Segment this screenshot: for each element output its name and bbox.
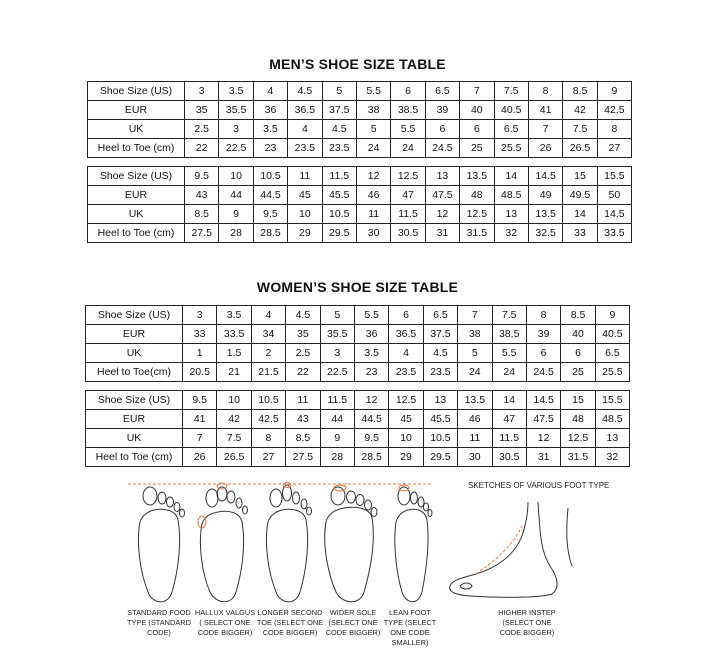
row-label: Shoe Size (US) [88, 82, 185, 101]
table-cell: 14 [492, 391, 526, 410]
table-cell: 20.5 [183, 363, 217, 382]
table-cell: 38.5 [492, 325, 526, 344]
row-label: EUR [86, 325, 183, 344]
table-cell: 38 [356, 101, 390, 120]
table-cell: 3 [320, 344, 354, 363]
table-cell: 4.5 [322, 120, 356, 139]
table-cell: 36 [253, 101, 287, 120]
table-cell: 39 [425, 101, 459, 120]
men-size-table-1 [87, 81, 632, 158]
table-cell: 12.5 [391, 167, 425, 186]
row-label: Shoe Size (US) [86, 306, 183, 325]
table-cell: 48.5 [595, 410, 629, 429]
table-cell: 33 [183, 325, 217, 344]
row-label: Heel to Toe (cm) [88, 224, 185, 243]
row-label: EUR [88, 186, 185, 205]
table-cell: 26.5 [563, 139, 597, 158]
table-cell: 42.5 [251, 410, 285, 429]
table-cell: 7 [183, 429, 217, 448]
table-cell: 24 [391, 139, 425, 158]
table-cell: 7.5 [563, 120, 597, 139]
table-cell: 41 [528, 101, 562, 120]
row-label: EUR [88, 101, 185, 120]
table-cell: 6 [391, 82, 425, 101]
table-cell: 8 [251, 429, 285, 448]
table-cell: 37.5 [423, 325, 457, 344]
row-label: Heel to Toe (cm) [88, 139, 185, 158]
table-cell: 25 [460, 139, 494, 158]
table-cell: 10.5 [253, 167, 287, 186]
table-cell: 32 [494, 224, 528, 243]
table-cell: 11 [458, 429, 492, 448]
table-cell: 15.5 [595, 391, 629, 410]
table-cell: 28.5 [354, 448, 388, 467]
table-cell: 47.5 [526, 410, 560, 429]
table-cell: 3.5 [253, 120, 287, 139]
table-row [86, 325, 630, 344]
table-cell: 9 [320, 429, 354, 448]
table-cell: 40 [460, 101, 494, 120]
hallux-valgus-foot-icon [198, 483, 248, 602]
table-cell: 14 [494, 167, 528, 186]
table-cell: 32 [595, 448, 629, 467]
table-cell: 11.5 [492, 429, 526, 448]
table-cell: 30 [458, 448, 492, 467]
table-cell: 4.5 [286, 306, 320, 325]
table-cell: 12 [356, 167, 390, 186]
table-cell: 13 [494, 205, 528, 224]
table-row [86, 410, 630, 429]
table-row [88, 167, 632, 186]
table-cell: 29 [288, 224, 322, 243]
table-cell: 24.5 [425, 139, 459, 158]
table-cell: 13.5 [458, 391, 492, 410]
table-cell: 40.5 [494, 101, 528, 120]
table-cell: 37.5 [322, 101, 356, 120]
table-cell: 9.5 [183, 391, 217, 410]
table-cell: 5.5 [356, 82, 390, 101]
table-cell: 10.5 [251, 391, 285, 410]
table-cell: 28 [320, 448, 354, 467]
table-cell: 50 [597, 186, 631, 205]
table-cell: 14.5 [526, 391, 560, 410]
table-cell: 9.5 [253, 205, 287, 224]
foot-type-sketches [120, 474, 440, 604]
table-cell: 13 [595, 429, 629, 448]
table-cell: 9 [595, 306, 629, 325]
table-cell: 4.5 [288, 82, 322, 101]
table-cell: 10.5 [322, 205, 356, 224]
table-cell: 15 [561, 391, 595, 410]
table-cell: 11.5 [322, 167, 356, 186]
table-cell: 10 [389, 429, 423, 448]
table-cell: 23 [354, 363, 388, 382]
table-cell: 6 [526, 344, 560, 363]
table-cell: 35 [286, 325, 320, 344]
table-cell: 27.5 [286, 448, 320, 467]
row-label: Heel to Toe(cm) [86, 363, 183, 382]
table-cell: 7 [528, 120, 562, 139]
table-cell: 28 [219, 224, 253, 243]
table-cell: 4 [253, 82, 287, 101]
women-size-table-2 [85, 390, 630, 467]
table-cell: 46 [458, 410, 492, 429]
table-cell: 26 [183, 448, 217, 467]
wider-sole-foot-icon [325, 485, 377, 602]
table-cell: 22 [185, 139, 219, 158]
table-cell: 31 [425, 224, 459, 243]
table-cell: 33.5 [217, 325, 251, 344]
table-row [86, 344, 630, 363]
table-cell: 3 [185, 82, 219, 101]
table-cell: 23.5 [389, 363, 423, 382]
table-cell: 44.5 [354, 410, 388, 429]
table-row [86, 429, 630, 448]
table-cell: 8 [597, 120, 631, 139]
table-cell: 21.5 [251, 363, 285, 382]
table-cell: 36 [354, 325, 388, 344]
higher-instep-foot-icon [440, 500, 590, 605]
lean-foot-icon [395, 485, 432, 602]
table-cell: 45.5 [423, 410, 457, 429]
table-cell: 6.5 [595, 344, 629, 363]
table-cell: 22 [286, 363, 320, 382]
table-cell: 28.5 [253, 224, 287, 243]
table-cell: 25 [561, 363, 595, 382]
table-cell: 31 [526, 448, 560, 467]
table-cell: 35.5 [320, 325, 354, 344]
table-cell: 42 [563, 101, 597, 120]
row-label: UK [88, 205, 185, 224]
table-cell: 9 [219, 205, 253, 224]
table-cell: 23 [253, 139, 287, 158]
caption-hallux-valgus: HALLUX VALGUS ( SELECT ONE CODE BIGGER) [194, 608, 256, 637]
table-cell: 24.5 [526, 363, 560, 382]
table-cell: 49.5 [563, 186, 597, 205]
table-cell: 5 [320, 306, 354, 325]
table-cell: 21 [217, 363, 251, 382]
caption-longer-second-toe: LONGER SECOND TOE (SELECT ONE CODE BIGGER) [256, 608, 324, 637]
table-cell: 12.5 [389, 391, 423, 410]
table-cell: 35.5 [219, 101, 253, 120]
women-size-table-1 [85, 305, 630, 382]
table-cell: 10 [288, 205, 322, 224]
table-cell: 44.5 [253, 186, 287, 205]
sketch-title: SKETCHES OF VARIOUS FOOT TYPE [468, 481, 610, 490]
table-cell: 12 [425, 205, 459, 224]
table-cell: 42.5 [597, 101, 631, 120]
women-size-title: WOMEN’S SHOE SIZE TABLE [256, 279, 459, 295]
table-cell: 38.5 [391, 101, 425, 120]
table-row [88, 186, 632, 205]
table-cell: 12.5 [561, 429, 595, 448]
table-cell: 36.5 [389, 325, 423, 344]
caption-lean-foot: LEAN FOOT TYPE (SELECT ONE CODE SMALLER) [383, 608, 437, 647]
table-cell: 49 [528, 186, 562, 205]
table-cell: 7 [458, 306, 492, 325]
table-cell: 12 [526, 429, 560, 448]
table-cell: 26 [528, 139, 562, 158]
table-cell: 5 [458, 344, 492, 363]
table-row [88, 82, 632, 101]
table-row [86, 306, 630, 325]
caption-wider-sole: WIDER SOLE (SELECT ONE CODE BIGGER) [325, 608, 381, 637]
table-cell: 24 [458, 363, 492, 382]
row-label: Shoe Size (US) [88, 167, 185, 186]
table-row [86, 448, 630, 467]
table-cell: 44 [320, 410, 354, 429]
table-cell: 9.5 [354, 429, 388, 448]
row-label: Shoe Size (US) [86, 391, 183, 410]
table-cell: 48 [561, 410, 595, 429]
table-cell: 29 [389, 448, 423, 467]
table-cell: 14.5 [528, 167, 562, 186]
row-label: UK [86, 344, 183, 363]
table-cell: 8 [526, 306, 560, 325]
table-cell: 22.5 [219, 139, 253, 158]
table-cell: 11 [356, 205, 390, 224]
table-cell: 29.5 [423, 448, 457, 467]
table-cell: 3.5 [219, 82, 253, 101]
table-cell: 8 [528, 82, 562, 101]
table-cell: 31.5 [561, 448, 595, 467]
table-cell: 22.5 [320, 363, 354, 382]
table-cell: 14 [563, 205, 597, 224]
table-cell: 8.5 [286, 429, 320, 448]
table-cell: 45.5 [322, 186, 356, 205]
table-cell: 23.5 [322, 139, 356, 158]
men-size-table-2 [87, 166, 632, 243]
table-cell: 33 [563, 224, 597, 243]
table-cell: 13.5 [460, 167, 494, 186]
table-cell: 11.5 [320, 391, 354, 410]
table-cell: 4 [251, 306, 285, 325]
table-cell: 7.5 [494, 82, 528, 101]
table-cell: 3.5 [217, 306, 251, 325]
table-cell: 11 [288, 167, 322, 186]
caption-higher-instep: HIGHER INSTEP (SELECT ONE CODE BIGGER) [498, 608, 556, 637]
table-cell: 23.5 [423, 363, 457, 382]
table-cell: 35 [185, 101, 219, 120]
table-cell: 30.5 [492, 448, 526, 467]
table-cell: 47.5 [425, 186, 459, 205]
table-cell: 2.5 [185, 120, 219, 139]
table-cell: 30.5 [391, 224, 425, 243]
table-cell: 4 [389, 344, 423, 363]
table-cell: 48 [460, 186, 494, 205]
row-label: Heel to Toe (cm) [86, 448, 183, 467]
table-cell: 3.5 [354, 344, 388, 363]
table-cell: 5.5 [354, 306, 388, 325]
caption-standard: STANDARD FOOD TYPE (STANDARD CODE) [127, 608, 191, 637]
table-cell: 6.5 [423, 306, 457, 325]
table-cell: 42 [217, 410, 251, 429]
table-cell: 32.5 [528, 224, 562, 243]
table-cell: 6 [561, 344, 595, 363]
table-cell: 40 [561, 325, 595, 344]
table-cell: 15.5 [597, 167, 631, 186]
row-label: UK [88, 120, 185, 139]
table-cell: 43 [286, 410, 320, 429]
table-cell: 9.5 [185, 167, 219, 186]
table-cell: 41 [183, 410, 217, 429]
table-cell: 31.5 [460, 224, 494, 243]
table-cell: 25.5 [494, 139, 528, 158]
table-cell: 47 [492, 410, 526, 429]
table-cell: 38 [458, 325, 492, 344]
table-cell: 46 [356, 186, 390, 205]
men-size-title: MEN’S SHOE SIZE TABLE [269, 56, 446, 72]
table-cell: 33.5 [597, 224, 631, 243]
table-cell: 12.5 [460, 205, 494, 224]
table-cell: 26.5 [217, 448, 251, 467]
table-cell: 8.5 [185, 205, 219, 224]
table-cell: 10.5 [423, 429, 457, 448]
table-cell: 2 [251, 344, 285, 363]
table-cell: 25.5 [595, 363, 629, 382]
table-cell: 4 [288, 120, 322, 139]
table-cell: 3 [183, 306, 217, 325]
table-cell: 43 [185, 186, 219, 205]
table-cell: 44 [219, 186, 253, 205]
table-cell: 11.5 [391, 205, 425, 224]
table-cell: 12 [354, 391, 388, 410]
table-cell: 5 [356, 120, 390, 139]
table-cell: 24 [492, 363, 526, 382]
table-cell: 5.5 [492, 344, 526, 363]
standard-foot-icon [138, 487, 184, 602]
table-cell: 40.5 [595, 325, 629, 344]
table-cell: 5.5 [391, 120, 425, 139]
table-cell: 1 [183, 344, 217, 363]
table-cell: 27 [251, 448, 285, 467]
table-cell: 27.5 [185, 224, 219, 243]
table-cell: 24 [356, 139, 390, 158]
table-cell: 30 [356, 224, 390, 243]
table-cell: 6 [389, 306, 423, 325]
table-cell: 15 [563, 167, 597, 186]
table-cell: 10 [219, 167, 253, 186]
table-cell: 29.5 [322, 224, 356, 243]
table-cell: 27 [597, 139, 631, 158]
table-cell: 36.5 [288, 101, 322, 120]
table-cell: 6 [460, 120, 494, 139]
table-row [88, 139, 632, 158]
table-cell: 45 [288, 186, 322, 205]
table-cell: 39 [526, 325, 560, 344]
table-cell: 6 [425, 120, 459, 139]
table-cell: 47 [391, 186, 425, 205]
table-cell: 6.5 [425, 82, 459, 101]
table-cell: 7.5 [492, 306, 526, 325]
table-cell: 13 [423, 391, 457, 410]
table-cell: 1.5 [217, 344, 251, 363]
table-cell: 11 [286, 391, 320, 410]
row-label: EUR [86, 410, 183, 429]
table-row [86, 391, 630, 410]
table-cell: 9 [597, 82, 631, 101]
table-cell: 8.5 [563, 82, 597, 101]
table-cell: 13.5 [528, 205, 562, 224]
table-cell: 48.5 [494, 186, 528, 205]
table-cell: 4.5 [423, 344, 457, 363]
longer-second-toe-foot-icon [266, 483, 311, 602]
table-cell: 14.5 [597, 205, 631, 224]
table-cell: 7.5 [217, 429, 251, 448]
table-row [86, 363, 630, 382]
table-cell: 6.5 [494, 120, 528, 139]
table-cell: 45 [389, 410, 423, 429]
table-cell: 23.5 [288, 139, 322, 158]
table-row [88, 101, 632, 120]
table-cell: 8.5 [561, 306, 595, 325]
table-cell: 2.5 [286, 344, 320, 363]
table-cell: 5 [322, 82, 356, 101]
table-cell: 3 [219, 120, 253, 139]
row-label: UK [86, 429, 183, 448]
table-cell: 7 [460, 82, 494, 101]
table-row [88, 205, 632, 224]
table-row [88, 120, 632, 139]
table-cell: 10 [217, 391, 251, 410]
table-cell: 34 [251, 325, 285, 344]
table-row [88, 224, 632, 243]
table-cell: 13 [425, 167, 459, 186]
